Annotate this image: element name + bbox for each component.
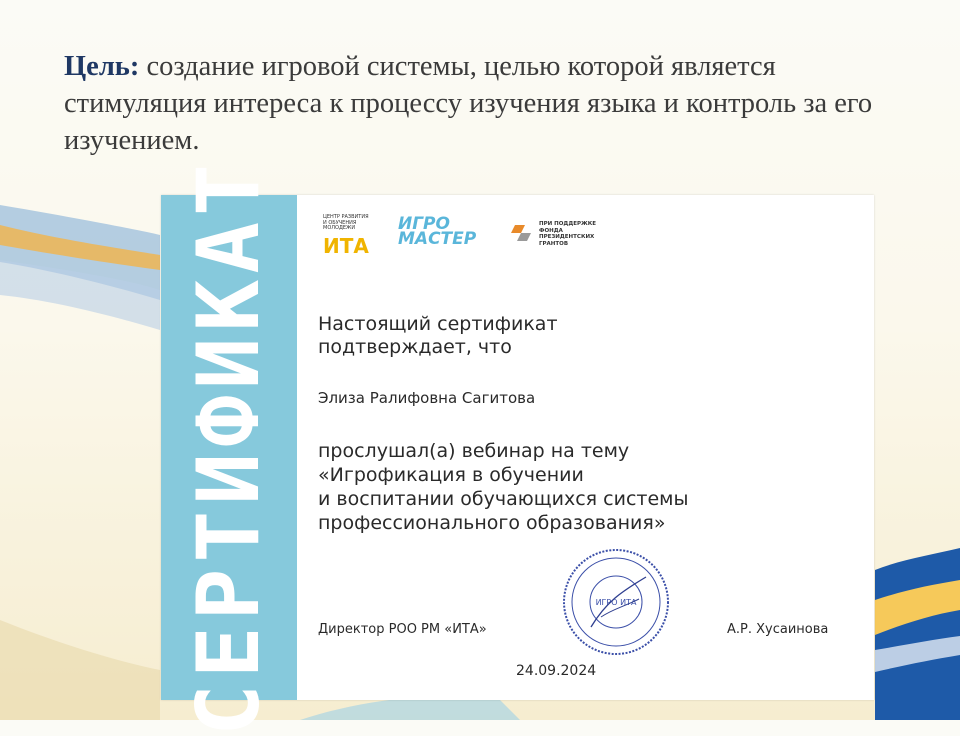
signer-title: Директор РОО РМ «ИТА» bbox=[318, 622, 487, 637]
goal-label: Цель: bbox=[64, 51, 140, 82]
certificate-date: 24.09.2024 bbox=[516, 663, 597, 679]
igromaster-logo-line2: МАСТЕР bbox=[398, 229, 477, 249]
igromaster-logo bbox=[398, 214, 477, 249]
grants-emblem-icon bbox=[511, 221, 535, 245]
certificate-title bbox=[318, 313, 558, 359]
slide-goal-text bbox=[64, 48, 884, 159]
grants-text-line-4: ГРАНТОВ bbox=[539, 240, 569, 247]
description-line-3: и воспитании обучающихся системы bbox=[318, 488, 689, 510]
ita-logo-caption: ЦЕНТР РАЗВИТИЯ И ОБУЧЕНИЯ МОЛОДЕЖИ bbox=[323, 214, 369, 231]
certificate-description bbox=[318, 439, 688, 535]
ita-logo bbox=[323, 215, 371, 258]
igromaster-logo-line1: ИГРО bbox=[398, 214, 450, 234]
grants-text-line-3: ПРЕЗИДЕНТСКИХ bbox=[539, 234, 595, 240]
grants-text-line-2: ФОНДА bbox=[539, 227, 563, 234]
certificate-side-band bbox=[161, 158, 297, 736]
organization-stamp-icon bbox=[561, 547, 671, 657]
certificate-title-line-1: Настоящий сертификат bbox=[318, 313, 558, 335]
grants-text-line-1: ПРИ ПОДДЕРЖКЕ bbox=[539, 221, 597, 227]
goal-description: создание игровой системы, целью которой является стимуляция интереса к процессу изучения языка и контроль за его изучением. bbox=[64, 51, 873, 156]
grants-logo-text bbox=[539, 221, 596, 247]
certificate-band-title: СЕРТИФИКАТ bbox=[179, 158, 279, 736]
signer-name: А.Р. Хусаинова bbox=[727, 622, 829, 637]
recipient-name: Элиза Ралифовна Сагитова bbox=[318, 389, 536, 407]
description-line-4: профессионального образования» bbox=[318, 512, 666, 534]
description-line-2: «Игрофикация в обучении bbox=[318, 464, 584, 486]
presidential-grants-logo bbox=[511, 221, 597, 250]
certificate-logos bbox=[323, 215, 623, 265]
certificate-title-line-2: подтверждает, что bbox=[318, 336, 512, 358]
ita-logo-wordmark: ИТА bbox=[323, 233, 369, 258]
description-line-1: прослушал(а) вебинар на тему bbox=[318, 440, 630, 462]
stamp-center-text: ИГРО ИТА bbox=[595, 598, 637, 607]
certificate-image bbox=[161, 158, 874, 736]
